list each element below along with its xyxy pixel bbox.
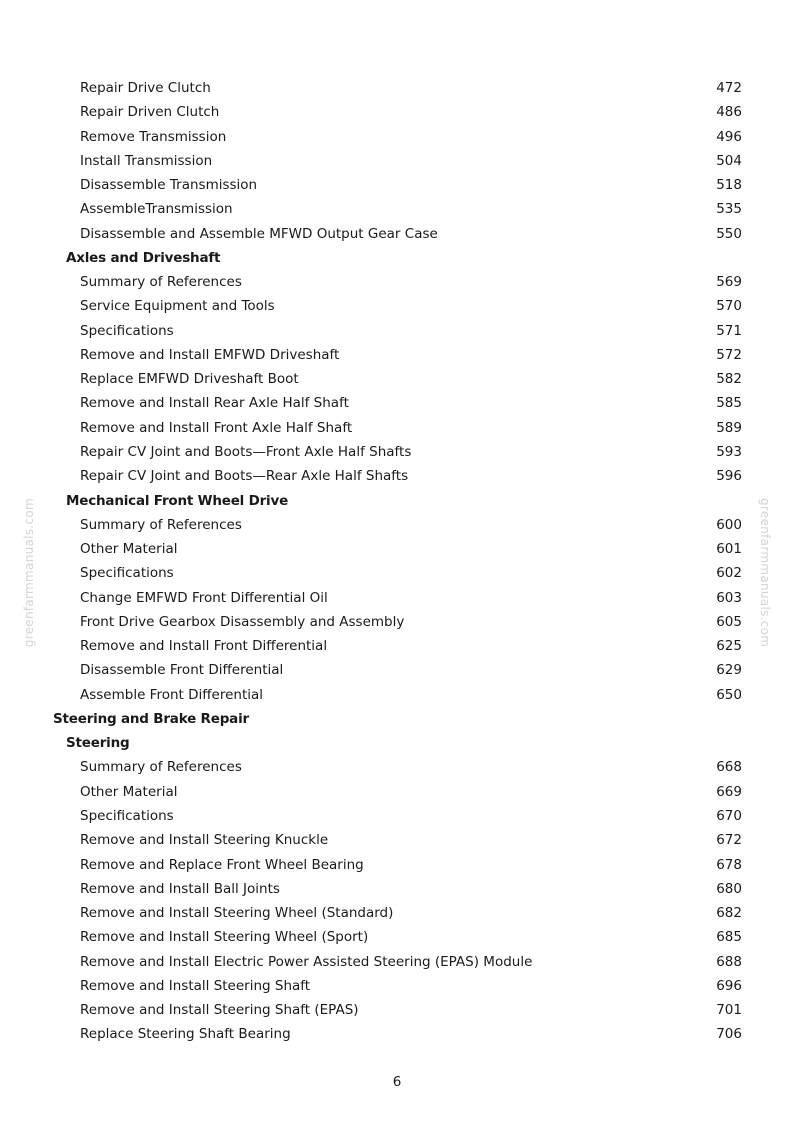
toc-entry (0, 391, 794, 415)
toc-entry-title: Disassemble Front Differential (80, 662, 284, 679)
toc-entry-page-number: 685 (716, 929, 742, 946)
toc-entry (0, 100, 794, 124)
toc-entry (0, 610, 794, 634)
toc-entry-title: Remove and Install Steering Shaft (EPAS) (80, 1002, 359, 1019)
toc-entry (0, 658, 794, 682)
toc-entry (0, 925, 794, 949)
toc-entry-page-number: 601 (716, 541, 742, 558)
toc-entry-page-number: 603 (716, 589, 742, 606)
toc-entry-page-number: 600 (716, 516, 742, 533)
toc-entry-title: Steering and Brake Repair (53, 710, 249, 727)
toc-entry-page-number: 570 (716, 298, 742, 315)
toc-entry-page-number: 504 (716, 152, 742, 169)
toc-entry-page-number: 569 (716, 274, 742, 291)
toc-entry-title: Assemble Front Differential (80, 686, 264, 703)
toc-entry (0, 950, 794, 974)
toc-entry (0, 561, 794, 585)
toc-entry-title: Install Transmission (80, 152, 213, 169)
toc-entry-title: Change EMFWD Front Differential Oil (80, 589, 328, 606)
toc-entry (0, 901, 794, 925)
toc-entry (0, 804, 794, 828)
toc-entry-title: Summary of References (80, 516, 242, 533)
toc-entry (0, 828, 794, 852)
toc-entry (0, 319, 794, 343)
toc-entry (0, 586, 794, 610)
toc-entry-title: Remove and Install Electric Power Assisted Steering (EPAS) Module (80, 953, 533, 970)
toc-entry-page-number: 486 (716, 104, 742, 121)
toc-entry-page-number: 669 (716, 783, 742, 800)
toc-entry (0, 998, 794, 1022)
toc-entry (0, 270, 794, 294)
toc-section-heading (0, 489, 794, 513)
toc-entry-page-number: 696 (716, 977, 742, 994)
toc-entry-title: Remove and Install Ball Joints (80, 880, 280, 897)
toc-entry-title: Repair CV Joint and Boots—Rear Axle Half Shafts (80, 468, 409, 485)
toc-entry-title: Repair Drive Clutch (80, 80, 211, 96)
toc-entry-title: Remove and Install Steering Shaft (80, 977, 311, 994)
toc-entry-title: Specifications (80, 322, 174, 339)
toc-entry-page-number: 625 (716, 638, 742, 655)
toc-entry-page-number: 585 (716, 395, 742, 412)
toc-entry-page-number: 602 (716, 565, 742, 582)
toc-entry-title: Steering (66, 735, 130, 752)
toc-entry (0, 197, 794, 221)
toc-entry (0, 877, 794, 901)
toc-entry-title: Remove and Install Steering Wheel (Sport) (80, 929, 369, 946)
toc-entry-title: Specifications (80, 565, 174, 582)
toc-section-heading (0, 246, 794, 270)
toc-entry (0, 634, 794, 658)
toc-entry-title: Remove and Install Steering Knuckle (80, 832, 329, 849)
toc-entry-title: Specifications (80, 807, 174, 824)
toc-entry (0, 683, 794, 707)
toc-entry-page-number: 605 (716, 613, 742, 630)
toc-entry (0, 416, 794, 440)
toc-entry-title: Remove and Install Front Differential (80, 638, 328, 655)
page-number: 6 (392, 1074, 402, 1090)
toc-entry-page-number: 668 (716, 759, 742, 776)
toc-entry (0, 343, 794, 367)
toc-entry (0, 537, 794, 561)
toc-entry-page-number: 701 (716, 1002, 742, 1019)
toc-entry (0, 149, 794, 173)
toc-entry-title: Repair CV Joint and Boots—Front Axle Half Shafts (80, 443, 412, 460)
toc-section-heading (0, 731, 794, 755)
toc-entry-title: Remove Transmission (80, 128, 227, 145)
toc-entry-page-number: 582 (716, 371, 742, 388)
toc-entry-page-number: 571 (716, 322, 742, 339)
toc-entry-page-number: 550 (716, 225, 742, 242)
toc-entry (0, 173, 794, 197)
toc-entry (0, 974, 794, 998)
toc-entry-title: Front Drive Gearbox Disassembly and Assembly (80, 613, 405, 630)
toc-entry (0, 780, 794, 804)
toc-entry-page-number: 472 (716, 80, 742, 96)
toc-entry-title: Remove and Install Front Axle Half Shaft (80, 419, 353, 436)
toc-entry (0, 367, 794, 391)
toc-entry (0, 853, 794, 877)
toc-entry-page-number: 680 (716, 880, 742, 897)
toc-entry (0, 755, 794, 779)
toc-entry (0, 76, 794, 100)
toc-entry-title: Repair Driven Clutch (80, 104, 220, 121)
toc-entry-title: Disassemble Transmission (80, 177, 258, 194)
toc-entry-title: Remove and Install Rear Axle Half Shaft (80, 395, 349, 412)
watermark-right: greenfarmmanuals.com (758, 498, 772, 648)
toc-entry-title: Remove and Install EMFWD Driveshaft (80, 346, 340, 363)
toc-entry-page-number: 589 (716, 419, 742, 436)
toc-entry-page-number: 596 (716, 468, 742, 485)
toc-entry (0, 125, 794, 149)
toc-entry-page-number: 650 (716, 686, 742, 703)
toc-entry-page-number: 535 (716, 201, 742, 218)
toc-entry-title: Remove and Replace Front Wheel Bearing (80, 856, 364, 873)
toc-entry (0, 1022, 794, 1046)
toc-entry-page-number: 518 (716, 177, 742, 194)
toc-entry-title: Mechanical Front Wheel Drive (66, 492, 289, 509)
toc-entry (0, 222, 794, 246)
watermark-left: greenfarmmanuals.com (22, 498, 36, 648)
toc-entry-title: Disassemble and Assemble MFWD Output Gear Case (80, 225, 438, 242)
toc-entry-title: Other Material (80, 541, 178, 558)
toc-entry-title: AssembleTransmission (80, 201, 233, 218)
toc-entry-page-number: 670 (716, 807, 742, 824)
toc-entry-page-number: 593 (716, 443, 742, 460)
toc-entry-page-number: 572 (716, 346, 742, 363)
toc-entry-page-number: 496 (716, 128, 742, 145)
table-of-contents (0, 76, 794, 1047)
toc-section-heading (0, 707, 794, 731)
toc-entry-title: Other Material (80, 783, 178, 800)
toc-entry-page-number: 629 (716, 662, 742, 679)
toc-entry-title: Axles and Driveshaft (66, 249, 221, 266)
toc-entry-page-number: 682 (716, 905, 742, 922)
toc-entry-page-number: 672 (716, 832, 742, 849)
toc-entry (0, 294, 794, 318)
toc-entry (0, 513, 794, 537)
toc-entry-title: Replace EMFWD Driveshaft Boot (80, 371, 299, 388)
toc-entry-title: Summary of References (80, 274, 242, 291)
toc-entry (0, 464, 794, 488)
toc-entry (0, 440, 794, 464)
toc-entry-page-number: 688 (716, 953, 742, 970)
toc-entry-title: Service Equipment and Tools (80, 298, 275, 315)
toc-entry-title: Replace Steering Shaft Bearing (80, 1026, 291, 1043)
toc-entry-title: Summary of References (80, 759, 242, 776)
toc-entry-title: Remove and Install Steering Wheel (Standard) (80, 905, 394, 922)
toc-entry-page-number: 678 (716, 856, 742, 873)
toc-entry-page-number: 706 (716, 1026, 742, 1043)
